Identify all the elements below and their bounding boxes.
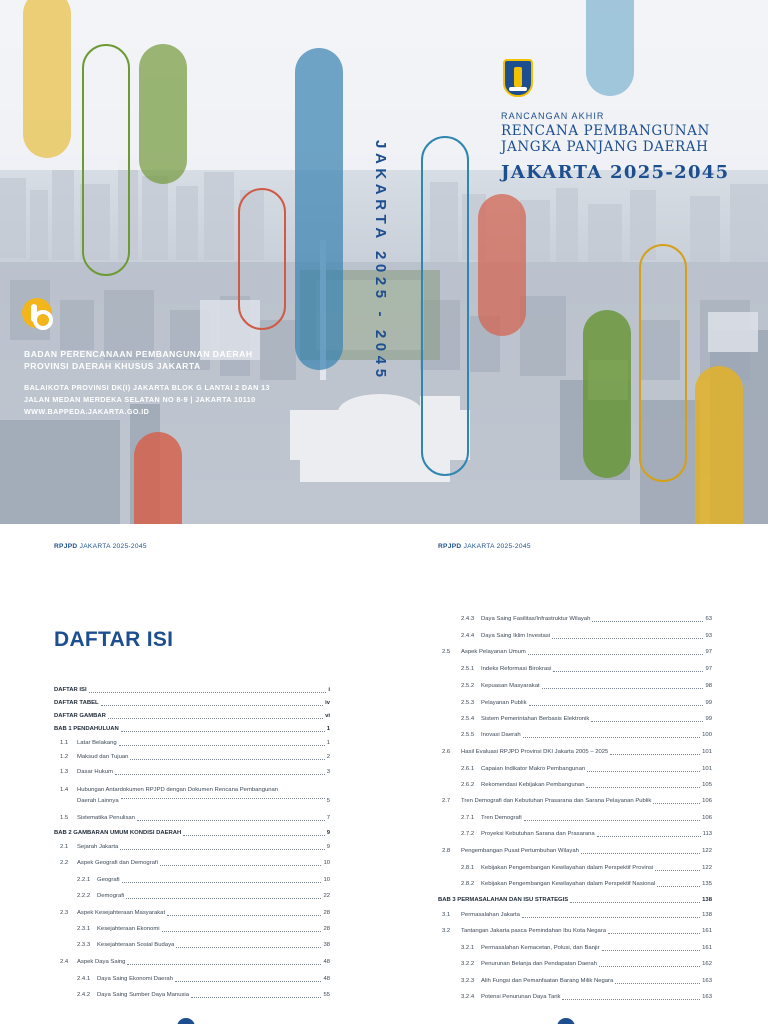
toc-entry[interactable] [54, 830, 330, 837]
toc-entry-number: 2.7 [442, 798, 451, 804]
toc-entry-label: Capaian Indikator Makro Pembangunan [481, 766, 586, 772]
toc-entry-label: Tren Demografi [481, 815, 522, 821]
toc-entry[interactable] [77, 877, 330, 884]
toc-entry-page: 101 [702, 766, 712, 772]
toc-entry-page: 101 [702, 749, 712, 755]
agency-name-line2: PROVINSI DAERAH KHUSUS JAKARTA [24, 361, 201, 371]
toc-entry[interactable] [461, 945, 712, 952]
toc-leader-dots [592, 621, 703, 622]
toc-entry[interactable] [461, 881, 712, 888]
toc-entry-label: Indeks Reformasi Birokrasi [481, 666, 552, 672]
toc-leader-dots [610, 754, 700, 755]
toc-entry-number: 1.3 [60, 769, 69, 775]
toc-entry[interactable] [442, 848, 712, 855]
toc-entry-page: 55 [323, 992, 330, 998]
toc-entry-number: 2.4.4 [461, 633, 475, 639]
toc-entry-number: 2.5.2 [461, 683, 475, 689]
address-line2: JALAN MEDAN MERDEKA SELATAN NO 8-9 | JAKARTA 10110 [24, 395, 256, 404]
toc-leader-dots [608, 933, 700, 934]
toc-entry-number: 2.5.5 [461, 732, 475, 738]
toc-entry[interactable] [54, 713, 330, 720]
toc-entry-page: 3 [326, 769, 330, 775]
toc-entry-number: 2.4.2 [77, 992, 91, 998]
toc-entry-label: Sistematika Penulisan [77, 815, 135, 821]
toc-leader-dots [101, 705, 323, 706]
toc-entry-label: Hubungan Antardokumen RPJPD dengan Dokumen Rencana Pembangunan [77, 787, 279, 793]
toc-page-right [384, 524, 768, 1024]
toc-leader-dots [121, 798, 325, 799]
red-outline-pill-decoration [238, 188, 286, 330]
toc-entry-page: 163 [702, 978, 712, 984]
toc-leader-dots [570, 902, 700, 903]
yellow-pill-decoration [23, 0, 71, 158]
toc-leader-dots [126, 898, 321, 899]
toc-entry-label: DAFTAR ISI [54, 687, 87, 693]
toc-entry-page: 2 [326, 754, 330, 760]
toc-entry-number: 2.3.1 [77, 926, 91, 932]
toc-entry-label: Maksud dan Tujuan [77, 754, 129, 760]
toc-entry[interactable] [461, 616, 712, 623]
toc-entry[interactable] [54, 726, 330, 733]
red-pill-decoration [478, 194, 526, 336]
toc-entry-number: 2.4 [60, 959, 69, 965]
toc-entry-number: 2.3 [60, 910, 69, 916]
toc-entry-label: Daya Saing Ekonomi Daerah [97, 976, 173, 982]
toc-leader-dots [89, 692, 327, 693]
toc-entry-page: 98 [705, 683, 712, 689]
toc-entry[interactable] [60, 740, 330, 747]
toc-entry-page: 22 [323, 893, 330, 899]
toc-entry-page: 138 [702, 912, 712, 918]
toc-leader-dots [542, 688, 704, 689]
toc-entry-number: 2.2.2 [77, 893, 91, 899]
toc-entry-page: 99 [705, 700, 712, 706]
toc-entry-page: 10 [323, 860, 330, 866]
cover-subtitle: RANCANGAN AKHIR [501, 111, 605, 121]
toc-entry-label: BAB 1 PENDAHULUAN [54, 726, 119, 732]
toc-entry[interactable] [461, 831, 712, 838]
red-pill-bottom-left-decoration [134, 432, 182, 524]
toc-entry-page: 5 [326, 798, 330, 804]
toc-entry-label: Aspek Pelayanan Umum [461, 649, 526, 655]
running-header [54, 543, 147, 550]
toc-entry[interactable] [60, 844, 330, 851]
toc-leader-dots [615, 983, 700, 984]
toc-heading: DAFTAR ISI [54, 628, 174, 651]
blue-pill-decoration [295, 48, 343, 370]
toc-entry[interactable] [461, 994, 712, 1001]
toc-entry[interactable] [461, 716, 712, 723]
toc-entry-label: Rekomendasi Kebijakan Pembangunan [481, 782, 585, 788]
toc-entry-page: 105 [702, 782, 712, 788]
toc-entry-page: 122 [702, 865, 712, 871]
toc-leader-dots [524, 820, 700, 821]
toc-entry-number: 2.7.1 [461, 815, 475, 821]
toc-entry-number: 2.6 [442, 749, 451, 755]
toc-entry-label: DAFTAR GAMBAR [54, 713, 106, 719]
toc-entry-label: Demografi [97, 893, 125, 899]
toc-leader-dots [562, 999, 700, 1000]
toc-entry-page: 163 [702, 994, 712, 1000]
cover-title-line1: RENCANA PEMBANGUNAN [501, 123, 710, 139]
toc-entry-number: 2.6.2 [461, 782, 475, 788]
toc-entry-page: 38 [323, 942, 330, 948]
toc-entry[interactable] [60, 769, 330, 776]
toc-entry[interactable] [54, 687, 330, 694]
toc-entry[interactable] [461, 815, 712, 822]
toc-entry-number: 1.4 [60, 787, 69, 793]
toc-entry[interactable] [461, 782, 712, 789]
toc-entry[interactable] [77, 976, 330, 983]
toc-entry[interactable] [60, 860, 330, 867]
toc-leader-dots [119, 745, 325, 746]
bappeda-logo-icon [22, 298, 52, 328]
toc-entry-number: 1.1 [60, 740, 69, 746]
toc-entry[interactable] [60, 787, 330, 805]
toc-entry-number: 1.5 [60, 815, 69, 821]
toc-entry[interactable] [461, 683, 712, 690]
toc-entry-number: 2.7.2 [461, 831, 475, 837]
running-header-bold: RPJPD [438, 543, 462, 550]
toc-entry-label: Kebijakan Pengembangan Kewilayahan dalam Perspektif Nasional [481, 881, 656, 887]
toc-leader-dots [655, 870, 700, 871]
toc-entry-page: 97 [705, 649, 712, 655]
toc-entry-number: 2.8 [442, 848, 451, 854]
toc-entry-label: Tren Demografi dan Kebutuhan Prasarana dan Sarana Pelayanan Publik [461, 798, 652, 804]
toc-entry[interactable] [461, 732, 712, 739]
toc-entry[interactable] [461, 978, 712, 985]
toc-leader-dots [122, 882, 322, 883]
page-number-badge [177, 1018, 195, 1024]
toc-entry-label: DAFTAR TABEL [54, 700, 99, 706]
toc-entry-label: Aspek Kesejahteraan Masyarakat [77, 910, 166, 916]
toc-entry-page: 122 [702, 848, 712, 854]
toc-entry-number: 2.1 [60, 844, 69, 850]
toc-entry-label: BAB 2 GAMBARAN UMUM KONDISI DAERAH [54, 830, 182, 836]
green-pill-right-decoration [583, 310, 631, 478]
toc-entry-number: 2.5.1 [461, 666, 475, 672]
toc-leader-dots [581, 853, 700, 854]
toc-entry-label: Sejarah Jakarta [77, 844, 119, 850]
toc-entry-page: 1 [326, 726, 330, 732]
toc-entry-number: 2.2.1 [77, 877, 91, 883]
toc-leader-dots [587, 771, 700, 772]
toc-entry-number: 2.4.3 [461, 616, 475, 622]
toc-entry[interactable] [442, 912, 712, 919]
toc-entry[interactable] [461, 961, 712, 968]
toc-entry-label: Geografi [97, 877, 120, 883]
toc-entry-page: 99 [705, 716, 712, 722]
toc-entry-label: Aspek Daya Saing [77, 959, 126, 965]
toc-entry[interactable] [442, 928, 712, 935]
toc-entry-label: Potensi Penurunan Daya Tarik [481, 994, 561, 1000]
toc-entry-label-continued: Daerah Lainnya [77, 798, 119, 804]
green-outline-pill-decoration [82, 44, 130, 276]
toc-entry[interactable] [461, 766, 712, 773]
toc-entry-number: 3.2.4 [461, 994, 475, 1000]
toc-entry-page: 106 [702, 815, 712, 821]
toc-entry-page: 48 [323, 959, 330, 965]
toc-leader-dots [162, 931, 322, 932]
toc-entry-number: 2.6.1 [461, 766, 475, 772]
light-blue-pill-top-right-decoration [586, 0, 634, 96]
orange-outline-pill-decoration [639, 244, 687, 482]
toc-entry-number: 2.5.4 [461, 716, 475, 722]
running-header [438, 543, 531, 550]
website-link[interactable]: WWW.BAPPEDA.JAKARTA.GO.ID [24, 407, 150, 416]
toc-leader-dots [523, 737, 701, 738]
toc-leader-dots [137, 820, 325, 821]
toc-leader-dots [183, 835, 324, 836]
toc-entry-page: 63 [705, 616, 712, 622]
green-pill-decoration [139, 44, 187, 184]
toc-entry-page: 28 [323, 910, 330, 916]
toc-leader-dots [597, 836, 701, 837]
address-line1: BALAIKOTA PROVINSI DK(I) JAKARTA BLOK G LANTAI 2 DAN 13 [24, 383, 270, 392]
toc-entry-page: 162 [702, 961, 712, 967]
toc-entry-number: 2.3.3 [77, 942, 91, 948]
toc-entry-label: Penurunan Belanja dan Pendapatan Daerah [481, 961, 597, 967]
toc-entry-page: 161 [702, 945, 712, 951]
toc-leader-dots [121, 731, 325, 732]
toc-leader-dots [127, 964, 321, 965]
toc-entry[interactable] [77, 926, 330, 933]
toc-entry-label: Daya Saing Iklim Investasi [481, 633, 551, 639]
toc-entry-label: Tantangan Jakarta pasca Pemindahan Ibu Kota Negara [461, 928, 607, 934]
toc-entry-label: Pengembangan Pusat Pertumbuhan Wilayah [461, 848, 579, 854]
toc-entry-number: 1.2 [60, 754, 69, 760]
toc-entry-page: vi [325, 713, 330, 719]
toc-entry-number: 2.8.1 [461, 865, 475, 871]
agency-name-line1: BADAN PERENCANAAN PEMBANGUNAN DAERAH [24, 349, 253, 359]
toc-entry[interactable] [77, 893, 330, 900]
toc-entry[interactable] [438, 897, 712, 904]
toc-leader-dots [586, 787, 700, 788]
toc-leader-dots [115, 774, 325, 775]
toc-entry-label: Kepuasan Masyarakat [481, 683, 540, 689]
toc-leader-dots [120, 849, 324, 850]
toc-entry-label: Permasalahan Jakarta [461, 912, 520, 918]
toc-entry-label: Dasar Hukum [77, 769, 114, 775]
toc-entry-number: 3.2.3 [461, 978, 475, 984]
toc-entry-label: Latar Belakang [77, 740, 117, 746]
toc-entry[interactable] [60, 910, 330, 917]
toc-entry-page: 7 [326, 815, 330, 821]
toc-entry-label: Kebijakan Pengembangan Kewilayahan dalam Perspektif Provinsi [481, 865, 654, 871]
yellow-pill-right-decoration [695, 366, 743, 524]
toc-entry-label: Permasalahan Kemacetan, Polusi, dan Banjir [481, 945, 600, 951]
toc-entry-page: i [328, 687, 330, 693]
toc-leader-dots [653, 803, 700, 804]
toc-entry-page: 10 [323, 877, 330, 883]
toc-entry-label: Aspek Geografi dan Demografi [77, 860, 158, 866]
toc-entry-page: 1 [326, 740, 330, 746]
toc-entry-page: 9 [326, 830, 330, 836]
toc-leader-dots [529, 705, 704, 706]
toc-entry-label: Kesejahteraan Ekonomi [97, 926, 160, 932]
toc-entry-number: 2.2 [60, 860, 69, 866]
toc-leader-dots [528, 654, 704, 655]
toc-entry-label: BAB 3 PERMASALAHAN DAN ISU STRATEGIS [438, 897, 569, 903]
cover-main-title: JAKARTA 2025-2045 [501, 162, 730, 183]
toc-entry-page: 93 [705, 633, 712, 639]
toc-leader-dots [552, 638, 703, 639]
toc-entry-page: 113 [702, 831, 712, 837]
toc-entry-page: 161 [702, 928, 712, 934]
toc-leader-dots [175, 981, 321, 982]
toc-entry-page: 106 [702, 798, 712, 804]
toc-entry[interactable] [60, 754, 330, 761]
toc-entry-number: 2.5.3 [461, 700, 475, 706]
toc-entry-page: 100 [702, 732, 712, 738]
toc-entry-page: 48 [323, 976, 330, 982]
toc-entry-page: 9 [326, 844, 330, 850]
toc-entry[interactable] [461, 666, 712, 673]
toc-entry[interactable] [442, 749, 712, 756]
toc-entry-number: 3.2.1 [461, 945, 475, 951]
toc-entry[interactable] [442, 649, 712, 656]
toc-entry[interactable] [442, 798, 712, 805]
toc-entry-label: Hasil Evaluasi RPJPD Provinsi DKI Jakarta 2005 – 2025 [461, 749, 609, 755]
toc-entry[interactable] [54, 700, 330, 707]
toc-entry[interactable] [77, 992, 330, 999]
toc-entry[interactable] [461, 865, 712, 872]
toc-entry-number: 3.1 [442, 912, 451, 918]
toc-entry[interactable] [60, 815, 330, 822]
toc-leader-dots [130, 759, 324, 760]
toc-leader-dots [108, 718, 323, 719]
running-header-rest: JAKARTA 2025-2045 [461, 543, 531, 550]
toc-leader-dots [167, 915, 321, 916]
toc-leader-dots [191, 997, 321, 998]
toc-entry-number: 3.2.2 [461, 961, 475, 967]
running-header-rest: JAKARTA 2025-2045 [77, 543, 147, 550]
toc-entry-label: Proyeksi Kebutuhan Sarana dan Prasarana [481, 831, 595, 837]
toc-entry-number: 2.4.1 [77, 976, 91, 982]
toc-entry[interactable] [461, 700, 712, 707]
toc-entry[interactable] [60, 959, 330, 966]
toc-leader-dots [591, 721, 703, 722]
toc-entry[interactable] [77, 942, 330, 949]
toc-entry-page: 28 [323, 926, 330, 932]
toc-entry-number: 2.8.2 [461, 881, 475, 887]
toc-leader-dots [553, 671, 703, 672]
toc-leader-dots [657, 886, 700, 887]
toc-entry-label: Alih Fungsi dan Pemanfaatan Barang Milik Negara [481, 978, 614, 984]
toc-entry-label: Kesejahteraan Sosial Budaya [97, 942, 175, 948]
toc-entry-label: Sistem Pemerintahan Berbasis Elektronik [481, 716, 590, 722]
jakarta-crest-icon [503, 59, 533, 97]
toc-entry-label: Daya Saing Sumber Daya Manusia [97, 992, 190, 998]
running-header-bold: RPJPD [54, 543, 78, 550]
toc-entry-page: 135 [702, 881, 712, 887]
toc-entry[interactable] [461, 633, 712, 640]
toc-page-left [0, 524, 384, 1024]
toc-entry-number: 3.2 [442, 928, 451, 934]
toc-entry-page: 97 [705, 666, 712, 672]
toc-leader-dots [599, 966, 700, 967]
cover-vertical-title: JAKARTA 2025 - 2045 [372, 140, 389, 382]
toc-leader-dots [602, 950, 701, 951]
page-number-badge [557, 1018, 575, 1024]
toc-entry-label: Inovasi Daerah [481, 732, 521, 738]
toc-entry-label: Pelayanan Publik [481, 700, 527, 706]
teal-outline-pill-decoration [421, 136, 469, 476]
toc-entry-label: Daya Saing Fasilitas/Infrastruktur Wilayah [481, 616, 591, 622]
cover-title-line2: JANGKA PANJANG DAERAH [501, 139, 709, 155]
toc-entry-page: iv [325, 700, 330, 706]
toc-leader-dots [160, 865, 322, 866]
toc-leader-dots [176, 947, 321, 948]
toc-entry-number: 2.5 [442, 649, 451, 655]
toc-leader-dots [522, 917, 700, 918]
toc-entry-page: 138 [702, 897, 712, 903]
